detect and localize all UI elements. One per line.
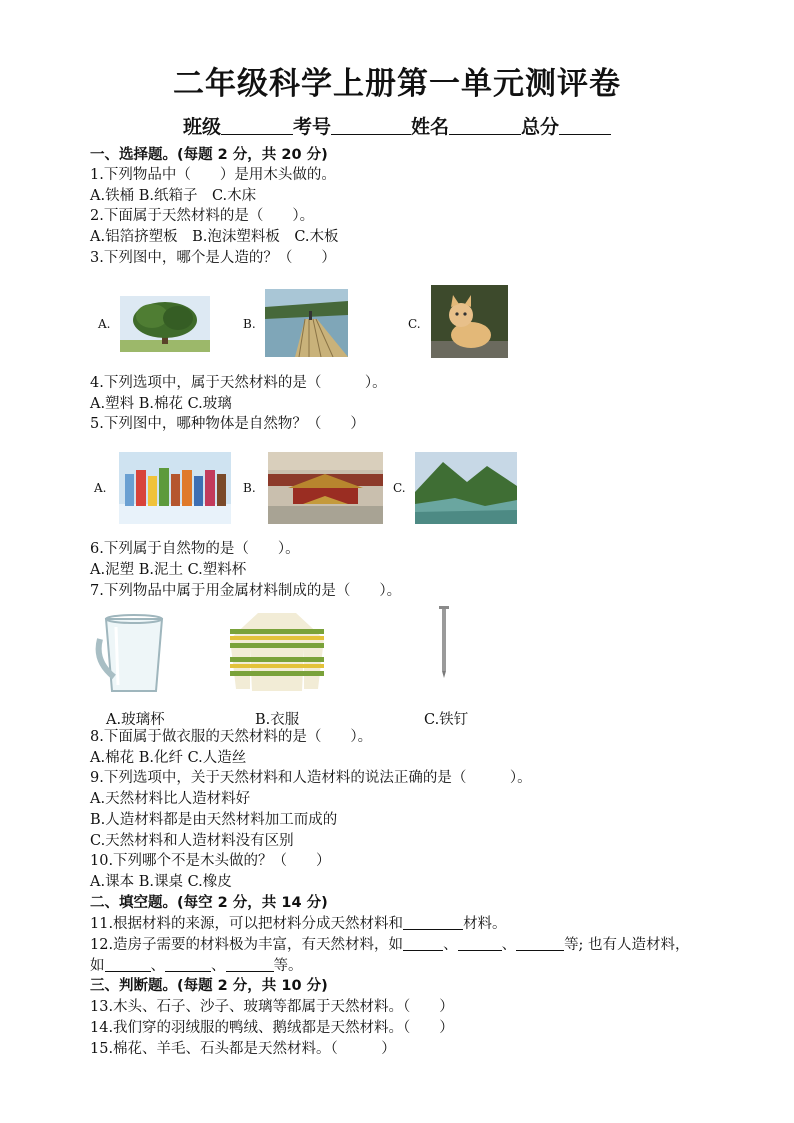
bamboo-raft-image: [265, 289, 348, 357]
mountain-lake-image: [415, 452, 517, 524]
question-13: 13.木头、石子、沙子、玻璃等都属于天然材料。（ ）: [90, 999, 454, 1015]
q12-blank-4[interactable]: [105, 957, 151, 972]
q7-caption-a: A.玻璃杯: [106, 712, 165, 728]
bottled-drinks-image: [119, 452, 231, 524]
question-1-options: A.铁桶 B.纸箱子 C.木床: [90, 188, 257, 204]
question-8: 8.下面属于做衣服的天然材料的是（ ）。: [90, 729, 373, 745]
q7-caption-c: C.铁钉: [424, 712, 469, 728]
question-9-option-c: C.天然材料和人造材料没有区别: [90, 833, 294, 849]
question-7: 7.下列物品中属于用金属材料制成的是（ ）。: [90, 583, 402, 599]
q12-text-b: 等; 也有人造材料，: [564, 937, 690, 953]
striped-sweater-image: [228, 609, 326, 694]
q12-sep-3: 、: [150, 958, 165, 974]
q11-text-a: 11.根据材料的来源，可以把材料分成天然材料和: [90, 916, 404, 932]
q11-blank[interactable]: [403, 915, 463, 930]
iron-nail-image: [437, 606, 451, 678]
q12-blank-2[interactable]: [458, 936, 502, 951]
question-12-cont: [90, 957, 303, 975]
question-12: [90, 936, 690, 954]
q12-blank-3[interactable]: [516, 936, 564, 951]
glass-cup-image: [92, 611, 188, 697]
q12-blank-6[interactable]: [226, 957, 274, 972]
question-15: 15.棉花、羊毛、石头都是天然材料。（ ）: [90, 1041, 396, 1057]
q11-text-b: 材料。: [463, 916, 507, 932]
question-4: 4.下列选项中，属于天然材料的是（ ）。: [90, 375, 387, 391]
q3-label-b: B.: [243, 317, 256, 331]
score-blank[interactable]: [559, 116, 611, 135]
q7-caption-b: B.衣服: [255, 712, 300, 728]
class-label: 班级: [182, 116, 221, 138]
question-2: 2.下面属于天然材料的是（ ）。: [90, 208, 315, 224]
q12-sep-4: 、: [211, 958, 226, 974]
q12-sep-1: 、: [443, 937, 458, 953]
question-9-option-a: A.天然材料比人造材料好: [90, 791, 251, 807]
forbidden-city-image: [268, 452, 383, 524]
q12-blank-5[interactable]: [165, 957, 211, 972]
question-11: [90, 915, 507, 933]
question-6-options: A.泥塑 B.泥土 C.塑料杯: [90, 562, 247, 578]
q3-label-a: A.: [98, 317, 111, 331]
page-title: 二年级科学上册第一单元测评卷: [173, 66, 621, 102]
question-1: 1.下列物品中（ ）是用木头做的。: [90, 167, 336, 183]
section3-heading: 三、判断题。(每题 2 分，共 10 分): [90, 978, 328, 994]
section2-heading: 二、填空题。(每空 2 分，共 14 分): [90, 895, 328, 911]
q12-text-a: 12.造房子需要的材料极为丰富，有天然材料，如: [90, 937, 404, 953]
question-9-option-b: B.人造材料都是由天然材料加工而成的: [90, 812, 338, 828]
q12-sep-2: 、: [501, 937, 517, 953]
q5-label-b: B.: [243, 481, 256, 495]
question-4-options: A.塑料 B.棉花 C.玻璃: [90, 396, 232, 412]
q12-blank-1[interactable]: [403, 936, 443, 951]
number-blank[interactable]: [331, 116, 411, 135]
cat-image: [431, 285, 508, 358]
q12-text-c: 如: [90, 958, 105, 974]
tree-image: [120, 296, 210, 352]
question-9: 9.下列选项中，关于天然材料和人造材料的说法正确的是（ ）。: [90, 770, 532, 786]
question-14: 14.我们穿的羽绒服的鸭绒、鹅绒都是天然材料。（ ）: [90, 1020, 454, 1036]
question-3: 3.下列图中，哪个是人造的？（ ）: [90, 250, 336, 266]
name-blank[interactable]: [449, 116, 521, 135]
student-info-row: [0, 112, 794, 139]
section1-heading: 一、选择题。(每题 2 分，共 20 分): [90, 147, 328, 163]
question-10-options: A.课本 B.课桌 C.橡皮: [90, 874, 232, 890]
question-2-options: A.铝箔挤塑板 B.泡沫塑料板 C.木板: [90, 229, 339, 245]
class-blank[interactable]: [221, 116, 293, 135]
q12-end: 等。: [273, 958, 303, 974]
q3-label-c: C.: [408, 317, 421, 331]
question-8-options: A.棉花 B.化纤 C.人造丝: [90, 750, 247, 766]
name-label: 姓名: [411, 116, 450, 138]
q5-label-a: A.: [94, 481, 107, 495]
q5-label-c: C.: [393, 481, 406, 495]
question-6: 6.下列属于自然物的是（ ）。: [90, 541, 300, 557]
number-label: 考号: [292, 116, 331, 138]
question-10: 10.下列哪个不是木头做的？（ ）: [90, 853, 331, 869]
score-label: 总分: [521, 116, 560, 138]
question-5: 5.下列图中，哪种物体是自然物？（ ）: [90, 416, 365, 432]
